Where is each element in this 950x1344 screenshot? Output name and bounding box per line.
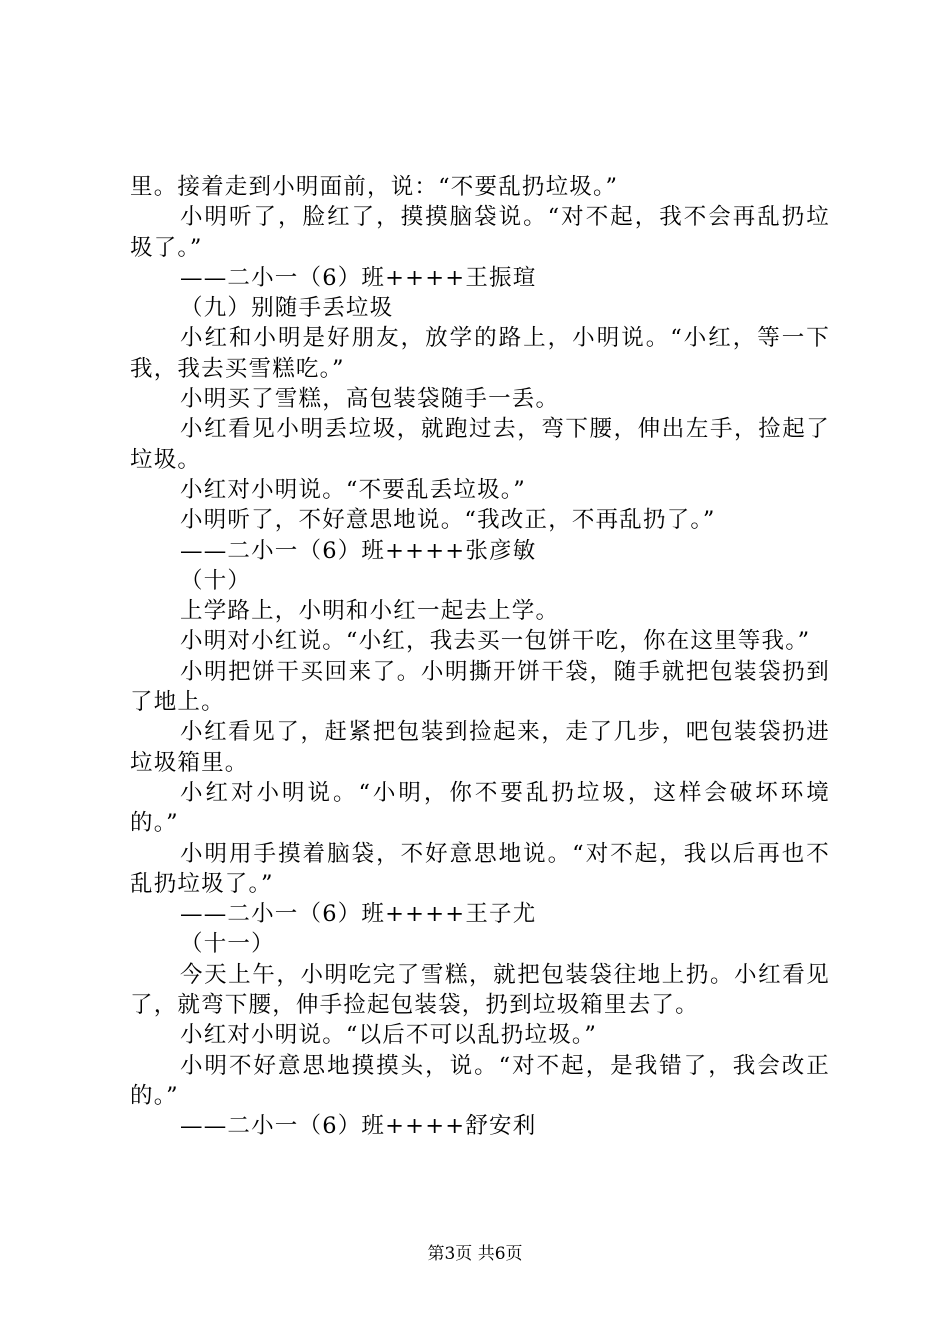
paragraph: ——二小一（6）班++++舒安利 [180, 1113, 537, 1140]
paragraph: 小红和小明是好朋友，放学的路上，小明说。“小红，等一下我，我去买雪糕吃。” [130, 325, 830, 382]
paragraph: 小明对小红说。“小红，我去买一包饼干吃，你在这里等我。” [180, 628, 811, 655]
paragraph: 小明不好意思地摸摸头，说。“对不起，是我错了，我会改正的。” [130, 1052, 830, 1109]
paragraph: 小明买了雪糕，高包装袋随手一丢。 [180, 386, 560, 413]
paragraph: 上学路上，小明和小红一起去上学。 [180, 598, 560, 625]
paragraph: ——二小一（6）班++++张彦敏 [180, 537, 537, 564]
paragraph: 小红对小明说。“小明，你不要乱扔垃圾，这样会破坏环境的。” [130, 779, 830, 837]
paragraph: 今天上午，小明吃完了雪糕，就把包装袋往地上扔。小红看见了，就弯下腰，伸手捡起包装袋，扔到垃圾箱里去了。 [130, 961, 830, 1019]
document-body [130, 172, 830, 1142]
paragraph: （九）别随手丢垃圾 [180, 295, 394, 322]
paragraph: ——二小一（6）班++++王振瑄 [180, 264, 537, 291]
paragraph: （十） [180, 567, 252, 594]
page-footer: 第3页 共6页 [427, 1244, 523, 1264]
paragraph: 小红对小明说。“以后不可以乱扔垃圾。” [180, 1022, 598, 1049]
paragraph: （十一） [180, 931, 275, 958]
paragraph: 小明用手摸着脑袋，不好意思地说。“对不起，我以后再也不乱扔垃圾了。” [130, 840, 830, 897]
paragraph: 里。接着走到小明面前，说：“不要乱扔垃圾。” [130, 174, 619, 200]
paragraph: 小明听了，脸红了，摸摸脑袋说。“对不起，我不会再乱扔垃圾了。” [130, 204, 830, 261]
paragraph: 小红对小明说。“不要乱丢垃圾。” [180, 476, 526, 503]
paragraph: 小明听了，不好意思地说。“我改正，不再乱扔了。” [180, 507, 716, 534]
paragraph: ——二小一（6）班++++王子尤 [180, 901, 537, 928]
paragraph: 小红看见小明丢垃圾，就跑过去，弯下腰，伸出左手，捡起了垃圾。 [130, 416, 830, 473]
paragraph: 小红看见了，赶紧把包装到捡起来，走了几步，吧包装袋扔进垃圾箱里。 [130, 719, 830, 776]
paragraph: 小明把饼干买回来了。小明撕开饼干袋，随手就把包装袋扔到了地上。 [130, 658, 830, 716]
